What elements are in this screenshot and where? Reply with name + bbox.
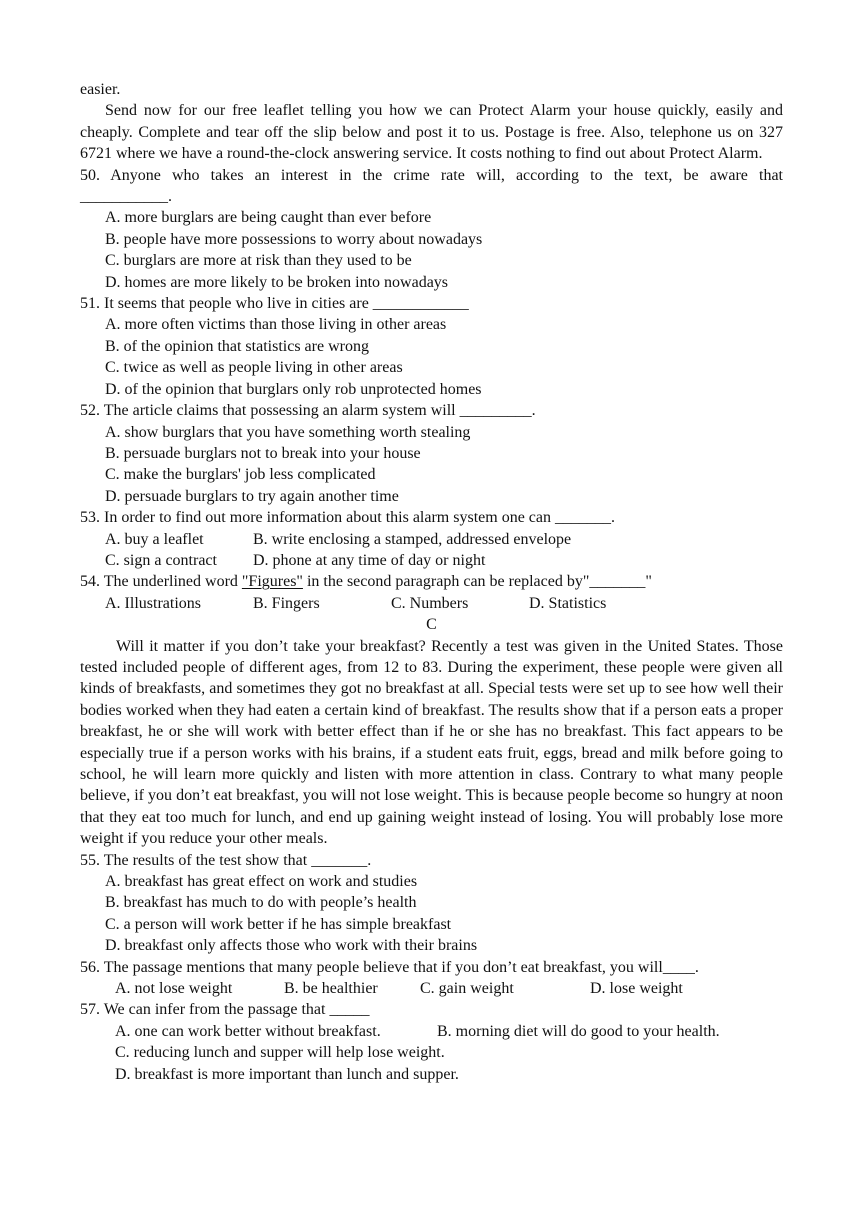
q56-option-a: A. not lose weight: [115, 980, 233, 998]
q52-stem: 52. The article claims that possessing an alarm system will _________.: [80, 402, 536, 420]
q50-stem-blank: ___________.: [80, 188, 172, 206]
q51-option-c: C. twice as well as people living in other areas: [105, 359, 403, 377]
q51-stem: 51. It seems that people who live in cities are ____________: [80, 295, 469, 313]
q57-option-d: D. breakfast is more important than lunch and supper.: [115, 1065, 459, 1083]
q57-options-row-1: [80, 1021, 783, 1042]
q51-option-b: B. of the opinion that statistics are wrong: [105, 337, 369, 355]
q56-stem: 56. The passage mentions that many people believe that if you don’t eat breakfast, you will____.: [80, 958, 699, 976]
q54-option-c: C. Numbers: [391, 594, 469, 612]
q57-option-a: A. one can work better without breakfast.: [115, 1022, 381, 1040]
q54-stem: [80, 571, 783, 592]
q54-stem-post: in the second paragraph can be replaced by"_______": [302, 573, 652, 591]
q51-option-d: D. of the opinion that burglars only rob unprotected homes: [105, 380, 482, 398]
q53-option-a: A. buy a leaflet: [105, 530, 204, 548]
q56-option-b: B. be healthier: [284, 980, 378, 998]
q52-option-a: A. show burglars that you have something worth stealing: [105, 423, 471, 441]
q53-options-row-2: [80, 550, 783, 571]
q55-stem: 55. The results of the test show that _______.: [80, 851, 372, 869]
q57-option-b: B. morning diet will do good to your health.: [437, 1022, 720, 1040]
q55-option-a: A. breakfast has great effect on work and studies: [105, 873, 418, 891]
q55-option-c: C. a person will work better if he has simple breakfast: [105, 915, 452, 933]
q52-option-c: C. make the burglars' job less complicated: [105, 466, 376, 484]
q51-option-a: A. more often victims than those living in other areas: [105, 316, 447, 334]
q52-option-b: B. persuade burglars not to break into your house: [105, 444, 421, 462]
q54-option-d: D. Statistics: [529, 594, 607, 612]
q50-option-c: C. burglars are more at risk than they used to be: [105, 252, 412, 270]
q50-stem: 50. Anyone who takes an interest in the crime rate will, according to the text, be aware that: [80, 166, 783, 184]
q56-option-d: D. lose weight: [590, 980, 683, 998]
q54-option-b: B. Fingers: [253, 594, 320, 612]
passage-c-heading: C: [426, 616, 437, 634]
q53-options-row-1: [80, 529, 783, 550]
q56-options-row: [80, 978, 783, 999]
exam-page: [80, 79, 783, 1085]
q50-option-d: D. homes are more likely to be broken into nowadays: [105, 273, 449, 291]
q54-options-row: [80, 593, 783, 614]
q53-option-d: D. phone at any time of day or night: [253, 551, 486, 569]
passage-b-paragraph: Send now for our free leaflet telling you how we can Protect Alarm your house quickly, easily and cheaply. Complete and tear off the slip below and post it to us. Postage is free. Also, telephone us on 327 6721 where we have a round-the-clock answering service. It costs nothing to find out about Protect Alarm.: [80, 102, 783, 163]
q57-stem: 57. We can infer from the passage that _____: [80, 1001, 370, 1019]
q54-option-a: A. Illustrations: [105, 594, 201, 612]
q50-option-a: A. more burglars are being caught than ever before: [105, 209, 432, 227]
q53-option-c: C. sign a contract: [105, 551, 217, 569]
q56-option-c: C. gain weight: [420, 980, 514, 998]
q50-option-b: B. people have more possessions to worry about nowadays: [105, 230, 483, 248]
q52-option-d: D. persuade burglars to try again another time: [105, 487, 399, 505]
q55-option-d: D. breakfast only affects those who work with their brains: [105, 937, 478, 955]
q55-option-b: B. breakfast has much to do with people’s health: [105, 894, 417, 912]
q54-underlined-word: "Figures": [241, 573, 303, 591]
q53-stem: 53. In order to find out more information about this alarm system one can _______.: [80, 509, 615, 527]
q54-stem-pre: 54. The underlined word: [80, 573, 242, 591]
passage-b-tail: easier.: [80, 81, 121, 98]
passage-c-paragraph: Will it matter if you don’t take your breakfast? Recently a test was given in the United States. Those tested included people of different ages, from 12 to 83. During the experiment, these people were given all kinds of breakfasts, and sometimes they got no breakfast at all. Special tests were set up to see how well their bodies worked when they had eaten a certain kind of breakfast. The results show that if a person eats a proper breakfast, he or she will work with better effect than if he or she has no breakfast. This fact appears to be especially true if a person works with his brains, if a student eats fruit, eggs, bread and milk before going to school, he will learn more quickly and listen with more attention in class. Contrary to what many people believe, if you don’t eat breakfast, you will not lose weight. This is because people become so hungry at noon that they eat too much for lunch, and end up gaining weight instead of losing. You will probably lose more weight if you reduce your other meals.: [80, 637, 783, 848]
q53-option-b: B. write enclosing a stamped, addressed envelope: [253, 530, 572, 548]
q57-option-c: C. reducing lunch and supper will help lose weight.: [115, 1044, 445, 1062]
